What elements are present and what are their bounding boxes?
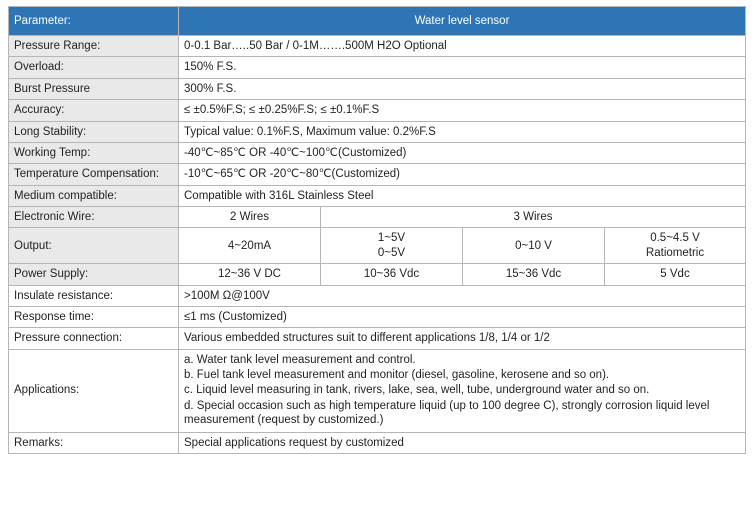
wire-count-three: 3 Wires	[321, 207, 746, 228]
row-label-medium-compatible: Medium compatible:	[9, 185, 179, 206]
row-value-remarks: Special applications request by customized	[179, 432, 746, 453]
applications-list	[179, 349, 746, 432]
row-label-remarks: Remarks:	[9, 432, 179, 453]
row-value-overload: 150% F.S.	[179, 57, 746, 78]
application-item-d: d. Special occasion such as high temperature liquid (up to 100 degree C), strongly corrosion liquid level measurement (request by customized.)	[184, 399, 710, 427]
row-label-power-supply: Power Supply:	[9, 264, 179, 285]
table-row	[9, 121, 746, 142]
table-row-output	[9, 228, 746, 264]
row-label-burst-pressure: Burst Pressure	[9, 78, 179, 99]
application-item-b: b. Fuel tank level measurement and monitor (diesel, gasoline, kerosene and so on).	[184, 369, 610, 381]
row-value-insulate-resistance: >100M Ω@100V	[179, 285, 746, 306]
row-label-output: Output:	[9, 228, 179, 264]
table-row	[9, 100, 746, 121]
table-row-remarks	[9, 432, 746, 453]
table-row	[9, 164, 746, 185]
row-label-electronic-wire: Electronic Wire:	[9, 207, 179, 228]
power-col2: 10~36 Vdc	[321, 264, 463, 285]
row-label-overload: Overload:	[9, 57, 179, 78]
output-two-wire-value: 4~20mA	[179, 228, 321, 264]
row-value-pressure-range: 0-0.1 Bar…..50 Bar / 0-1M…….500M H2O Optional	[179, 36, 746, 57]
row-label-response-time: Response time:	[9, 306, 179, 327]
row-value-response-time: ≤1 ms (Customized)	[179, 306, 746, 327]
output-col4-line1: 0.5~4.5 V	[650, 232, 700, 245]
row-label-working-temp: Working Temp:	[9, 142, 179, 163]
row-value-working-temp: -40℃~85℃ OR -40℃~100℃(Customized)	[179, 142, 746, 163]
power-col1: 12~36 V DC	[179, 264, 321, 285]
row-value-accuracy: ≤ ±0.5%F.S; ≤ ±0.25%F.S; ≤ ±0.1%F.S	[179, 100, 746, 121]
row-value-temperature-compensation: -10℃~65℃ OR -20℃~80℃(Customized)	[179, 164, 746, 185]
table-row	[9, 78, 746, 99]
power-col3: 15~36 Vdc	[463, 264, 605, 285]
table-row	[9, 306, 746, 327]
table-row	[9, 57, 746, 78]
row-value-pressure-connection: Various embedded structures suit to different applications 1/8, 1/4 or 1/2	[179, 328, 746, 349]
output-col2-line2: 0~5V	[377, 246, 406, 259]
output-col2	[321, 228, 463, 264]
row-value-burst-pressure: 300% F.S.	[179, 78, 746, 99]
table-row	[9, 285, 746, 306]
row-label-accuracy: Accuracy:	[9, 100, 179, 121]
application-item-a: a. Water tank level measurement and control.	[184, 353, 416, 366]
row-label-long-stability: Long Stability:	[9, 121, 179, 142]
table-row	[9, 185, 746, 206]
application-item-c: c. Liquid level measuring in tank, rivers, lake, sea, well, tube, underground water and so on.	[184, 384, 650, 397]
table-header-row	[9, 7, 746, 36]
row-label-pressure-range: Pressure Range:	[9, 36, 179, 57]
output-col2-line1: 1~5V	[377, 232, 406, 245]
header-parameter-label: Parameter:	[9, 7, 179, 36]
header-product-title: Water level sensor	[179, 7, 746, 36]
table-row	[9, 142, 746, 163]
table-row-electronic-wire	[9, 207, 746, 228]
wire-count-two: 2 Wires	[179, 207, 321, 228]
output-col4	[605, 228, 746, 264]
output-col4-line2: Ratiometric	[645, 246, 705, 259]
power-col4: 5 Vdc	[605, 264, 746, 285]
table-row	[9, 328, 746, 349]
row-value-long-stability: Typical value: 0.1%F.S, Maximum value: 0.2%F.S	[179, 121, 746, 142]
table-row-power-supply	[9, 264, 746, 285]
row-label-applications: Applications:	[9, 349, 179, 432]
row-label-insulate-resistance: Insulate resistance:	[9, 285, 179, 306]
specification-table	[8, 6, 746, 454]
row-label-pressure-connection: Pressure connection:	[9, 328, 179, 349]
row-label-temperature-compensation: Temperature Compensation:	[9, 164, 179, 185]
table-row	[9, 36, 746, 57]
row-value-medium-compatible: Compatible with 316L Stainless Steel	[179, 185, 746, 206]
table-row-applications	[9, 349, 746, 432]
output-col3: 0~10 V	[463, 228, 605, 264]
